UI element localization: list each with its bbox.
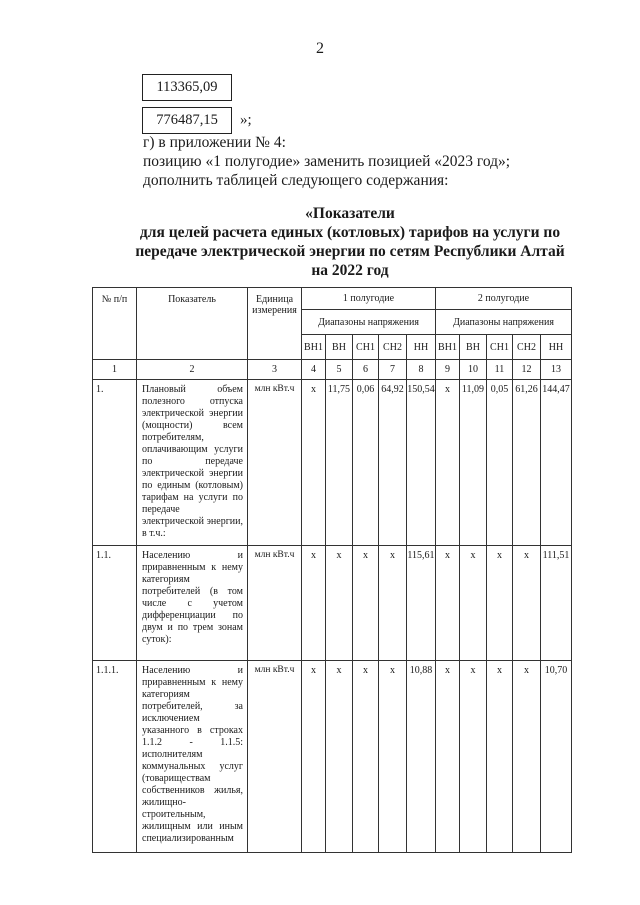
header-ranges-2: Диапазоны напряжения <box>436 310 572 335</box>
column-number: 1 <box>93 360 137 380</box>
row-value: х <box>436 546 460 661</box>
row-value: х <box>460 661 487 853</box>
column-number: 9 <box>436 360 460 380</box>
column-number: 13 <box>541 360 572 380</box>
row-number: 1.1.1. <box>93 661 137 853</box>
row-value: х <box>379 546 407 661</box>
row-description: Плановый объем полезного отпуска электрической энергии (мощности) всем потребителям, оплачивающим услуги по передаче электрической энергии по единым (котловым) тарифам на услуги по передаче электрической энергии, в т.ч.: <box>137 380 248 546</box>
row-value: 150,54 <box>407 380 436 546</box>
table-row <box>93 546 572 661</box>
column-number: 4 <box>302 360 326 380</box>
level-sn1: СН1 <box>353 335 379 360</box>
paragraph-add-table: дополнить таблицей следующего содержания: <box>143 172 449 189</box>
row-value: х <box>353 546 379 661</box>
row-value: х <box>379 661 407 853</box>
row-value: х <box>460 546 487 661</box>
title-line-1: «Показатели <box>305 205 395 222</box>
column-number: 2 <box>137 360 248 380</box>
row-value: 0,06 <box>353 380 379 546</box>
row-description: Населению и приравненным к нему категориям потребителей, за исключением указанного в строках 1.1.2 - 1.1.5: исполнителям коммунальных услуг (товариществам собственников жилья, жилищно-строительным, жилищным или иным специализированным <box>137 661 248 853</box>
title-line-3: передаче электрической энергии по сетям Республики Алтай <box>135 243 565 260</box>
column-number: 12 <box>513 360 541 380</box>
amount-box-2: 776487,15 <box>142 107 232 134</box>
column-number: 8 <box>407 360 436 380</box>
level-nn: НН <box>541 335 572 360</box>
row-value: х <box>487 546 513 661</box>
header-ranges-1: Диапазоны напряжения <box>302 310 436 335</box>
row-value: 10,88 <box>407 661 436 853</box>
row-value: х <box>326 546 353 661</box>
table-row <box>93 661 572 853</box>
column-number: 7 <box>379 360 407 380</box>
level-vn1: ВН1 <box>302 335 326 360</box>
header-half-2: 2 полугодие <box>436 288 572 310</box>
row-value: 61,26 <box>513 380 541 546</box>
column-numbers-row <box>93 360 572 380</box>
indicators-table <box>92 287 572 853</box>
row-value: 11,09 <box>460 380 487 546</box>
row-value: х <box>302 380 326 546</box>
row-value: 64,92 <box>379 380 407 546</box>
header-num: № п/п <box>93 288 137 360</box>
title-line-2: для целей расчета единых (котловых) тарифов на услуги по <box>139 224 561 241</box>
level-sn1: СН1 <box>487 335 513 360</box>
level-vn1: ВН1 <box>436 335 460 360</box>
header-unit: Единица измерения <box>248 288 302 360</box>
level-vn: ВН <box>326 335 353 360</box>
row-value: х <box>302 661 326 853</box>
row-value: 0,05 <box>487 380 513 546</box>
column-number: 11 <box>487 360 513 380</box>
row-unit: млн кВт.ч <box>248 380 302 546</box>
row-number: 1. <box>93 380 137 546</box>
level-sn2: СН2 <box>513 335 541 360</box>
row-unit: млн кВт.ч <box>248 546 302 661</box>
level-vn: ВН <box>460 335 487 360</box>
row-value: 11,75 <box>326 380 353 546</box>
column-number: 5 <box>326 360 353 380</box>
column-number: 10 <box>460 360 487 380</box>
amount-box-1: 113365,09 <box>142 74 232 101</box>
column-number: 3 <box>248 360 302 380</box>
paragraph-replace: позицию «1 полугодие» заменить позицией «2023 год»; <box>143 153 511 170</box>
row-value: х <box>436 661 460 853</box>
paragraph-appendix: г) в приложении № 4: <box>143 134 286 151</box>
row-value: х <box>436 380 460 546</box>
level-sn2: СН2 <box>379 335 407 360</box>
row-description: Населению и приравненным к нему категориям потребителей (в том числе с учетом дифференциации по двум и по трем зонам суток): <box>137 546 248 661</box>
box-suffix: »; <box>240 112 252 128</box>
row-value: 111,51 <box>541 546 572 661</box>
row-value: х <box>302 546 326 661</box>
row-value: х <box>513 546 541 661</box>
header-half-1: 1 полугодие <box>302 288 436 310</box>
row-value: 115,61 <box>407 546 436 661</box>
table-row <box>93 380 572 546</box>
row-value: х <box>353 661 379 853</box>
row-value: х <box>326 661 353 853</box>
column-number: 6 <box>353 360 379 380</box>
row-number: 1.1. <box>93 546 137 661</box>
header-indicator: Показатель <box>137 288 248 360</box>
title-line-4: на 2022 год <box>311 262 389 279</box>
amount-boxes <box>142 74 232 134</box>
page-number: 2 <box>316 40 324 57</box>
row-value: 10,70 <box>541 661 572 853</box>
row-value: 144,47 <box>541 380 572 546</box>
row-unit: млн кВт.ч <box>248 661 302 853</box>
level-nn: НН <box>407 335 436 360</box>
row-value: х <box>487 661 513 853</box>
row-value: х <box>513 661 541 853</box>
